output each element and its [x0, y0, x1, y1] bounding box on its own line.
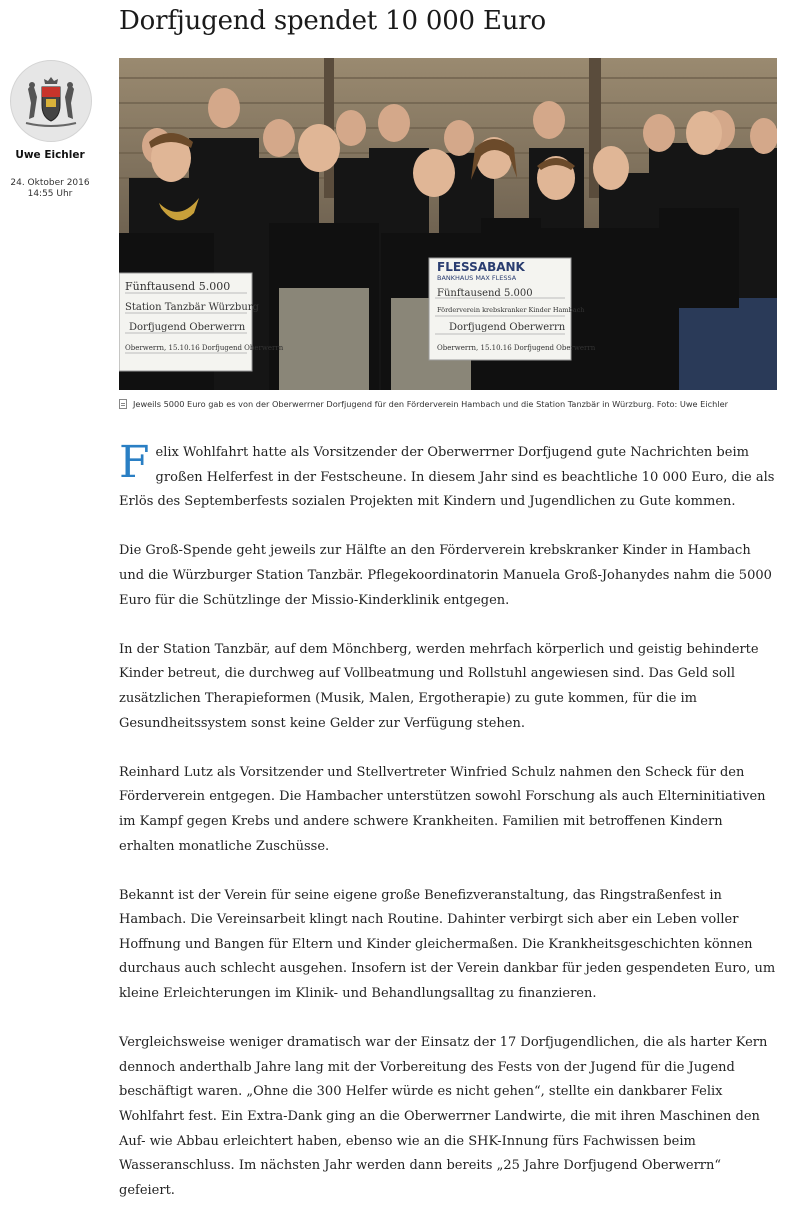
article-photo[interactable]: [119, 58, 777, 390]
paragraph: Die Groß-Spende geht jeweils zur Hälfte an den Förderverein krebskranker Kinder in Hambach und die Würzburger Station Tanzbär. Pflegekoordinatorin Manuela Groß-Johanydes nahm die 5000 Euro für die Schützlinge der Missio-Kinderklinik entgegen.: [119, 543, 772, 608]
svg-text:Dorfjugend Oberwerrn: Dorfjugend Oberwerrn: [449, 322, 566, 333]
cheque-right: [429, 258, 596, 360]
svg-text:Oberwerrn, 15.10.16 Dorfjugen: Oberwerrn, 15.10.16 Dorfjugend Oberwerrn: [125, 344, 284, 352]
avatar[interactable]: [10, 60, 92, 142]
svg-text:FLESSABANK: FLESSABANK: [437, 260, 525, 274]
svg-text:Oberwerrn, 15.10.16 Dorfjugen: Oberwerrn, 15.10.16 Dorfjugend Oberwerrn: [437, 344, 596, 352]
photo-caption-text: Jeweils 5000 Euro gab es von der Oberwerrner Dorfjugend für den Förderverein Hambach und die Station Tanzbär in Würzburg. Foto: Uwe Eichler: [133, 399, 729, 409]
image-caption-icon: [119, 399, 127, 409]
paragraph: Reinhard Lutz als Vorsitzender und Stellvertreter Winfried Schulz nahmen den Scheck für den Förderverein entgegen. Die Hambacher unterstützen sowohl Forschung als auch Elterninitiativen im Kampf gegen Krebs und andere schwere Krankheiten. Familien mit betroffenen Kindern erhalten monatliche Zuschüsse.: [119, 764, 766, 854]
paragraph: [119, 437, 779, 515]
publish-time: 14:55 Uhr: [27, 189, 73, 199]
svg-text:BANKHAUS MAX FLESSA: BANKHAUS MAX FLESSA: [437, 274, 517, 282]
article-title: Dorfjugend spendet 10 000 Euro: [119, 6, 546, 36]
author-name[interactable]: Uwe Eichler: [15, 149, 85, 161]
coat-of-arms-icon: [20, 73, 82, 129]
svg-text:Fünftausend 5.000: Fünftausend 5.000: [437, 288, 533, 299]
group-photo-illustration: [119, 58, 777, 390]
paragraph-text: elix Wohlfahrt hatte als Vorsitzender der Oberwerrner Dorfjugend gute Nachrichten beim großen Helferfest in der Festscheune. In diesem Jahr sind es beachtliche 10 000 Euro, die als Erlös des Septemberfests sozialen Projekten mit Kindern und Jugendlichen zu Gute kommen.: [119, 445, 775, 510]
paragraph: Vergleichsweise weniger dramatisch war der Einsatz der 17 Dorfjugendlichen, die als harter Kern dennoch anderthalb Jahre lang mit der Vorbereitung des Fests von der Jugend für die Jugend beschäftigt waren. „Ohne die 300 Helfer würde es nicht gehen“, stellte ein dankbarer Felix Wohlfahrt fest. Ein Extra-Dank ging an die Oberwerrner Landwirte, die mit ihren Maschinen den Auf- wie Abbau erleichtert haben, ebenso wie an die SHK-Innung fürs Fachwissen beim Wasseranschluss. Im nächsten Jahr werden dann bereits „25 Jahre Dorfjugend Oberwerrn“ gefeiert.: [119, 1035, 768, 1198]
drop-cap: F: [119, 437, 150, 488]
publish-date: 24. Oktober 2016: [10, 178, 90, 188]
photo-caption: [119, 399, 784, 409]
svg-text:Station Tanzbär Würzburg: Station Tanzbär Würzburg: [125, 302, 259, 313]
article-body: [119, 437, 779, 1228]
svg-text:Förderverein krebskranker Kind: Förderverein krebskranker Kinder Hambach: [437, 306, 585, 314]
paragraph: In der Station Tanzbär, auf dem Mönchberg, werden mehrfach körperlich und geistig behinderte Kinder betreut, die durchweg auf Vollbeatmung und Rollstuhl angewiesen sind. Das Geld soll zusätzlichen Therapieformen (Musik, Malen, Ergotherapie) zu gute kommen, für die im Gesundheitssystem sonst keine Gelder zur Verfügung stehen.: [119, 641, 759, 731]
svg-text:Fünftausend 5.000: Fünftausend 5.000: [125, 280, 231, 293]
svg-text:Dorfjugend Oberwerrn: Dorfjugend Oberwerrn: [129, 322, 246, 333]
paragraph: Bekannt ist der Verein für seine eigene große Benefizveranstaltung, das Ringstraßenfest in Hambach. Die Vereinsarbeit klingt nach Routine. Dahinter verbirgt sich aber ein Leben voller Hoffnung und Bangen für Eltern und Kinder gleichermaßen. Die Krankheitsgeschichten können durchaus auch schlecht ausgehen. Insofern ist der Verein dankbar für jeden gespendeten Euro, um kleine Erleichterungen im Klinik- und Behandlungsalltag zu finanzieren.: [119, 887, 776, 1002]
